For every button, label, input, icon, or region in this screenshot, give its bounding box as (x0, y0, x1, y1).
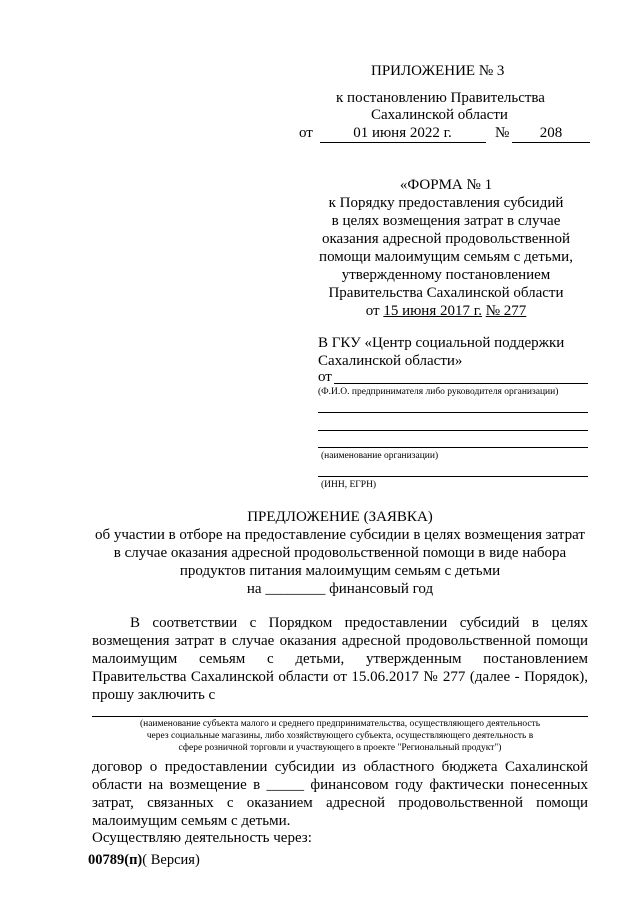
appendix-number: 208 (539, 125, 563, 141)
form-line: к Порядку предоставления субсидий (328, 195, 564, 211)
appendix-number-sign: № (495, 125, 510, 141)
form-line: помощи малоимущим семьям с детьми, (319, 249, 573, 265)
org-name-line (92, 716, 588, 717)
proposal-line: об участии в отборе на предоставление субсидии в целях возмещения затрат (95, 527, 585, 543)
org-caption-line: (наименование субъекта малого и среднего предпринимательства, осуществляющего деятельность (139, 719, 541, 729)
recipient-line-1: В ГКУ «Центр социальной поддержки (318, 335, 565, 351)
appendix-title: ПРИЛОЖЕНИЕ № 3 (371, 63, 505, 79)
form-line: утвержденному постановлением (341, 267, 551, 283)
appendix-date-underline (320, 142, 486, 143)
appendix-line-2: Сахалинской области (371, 107, 508, 123)
recipient-from-line (334, 383, 588, 384)
form-last-number: № 277 (485, 303, 527, 319)
footer-code: 00789(п) (88, 852, 143, 868)
caption-fio: (Ф.И.О. предпринимателя либо руководителя организации) (318, 387, 559, 397)
body-para2-line: договор о предоставлении субсидии из областного бюджета Сахалинской (92, 759, 588, 775)
footer (88, 851, 200, 869)
org-caption-line: сфере розничной торговли и участвующего в проекте "Региональный продукт") (178, 743, 502, 753)
body-para1-line: возмещения затрат в случае оказания адресной продовольственной помощи (92, 633, 588, 649)
footer-version: ( Версия) (142, 852, 200, 868)
year-prefix: на (246, 581, 262, 597)
appendix-line-1: к постановлению Правительства (336, 90, 545, 106)
body-para1-line: Правительства Сахалинской области от 15.06.2017 № 277 (далее - Порядок), (92, 669, 588, 685)
appendix-number-underline (512, 142, 590, 143)
form-last-prefix: от (365, 303, 380, 319)
form-last-date: 15 июня 2017 г. (383, 303, 482, 319)
appendix-date: 01 июня 2022 г. (353, 125, 452, 141)
body-para2-last: малоимущим семьям с детьми. (92, 813, 291, 829)
proposal-title: ПРЕДЛОЖЕНИЕ (ЗАЯВКА) (247, 509, 433, 525)
appendix-from-prefix: от (299, 125, 313, 141)
year-blank: ________ (265, 581, 326, 597)
recipient-blank-line-2 (318, 430, 588, 431)
proposal-line: в случае оказания адресной продовольственной помощи в виде набора (113, 545, 567, 561)
form-line: в целях возмещения затрат в случае (331, 213, 561, 229)
body-para2-line: области на возмещение в _____ финансовом году фактически понесенных (92, 777, 588, 793)
form-line: оказания адресной продовольственной (321, 231, 571, 247)
org-caption-line: через социальные магазины, либо хозяйствующего субъекта, осуществляющего деятельность в (146, 731, 534, 741)
form-title: «ФОРМА № 1 (399, 177, 493, 193)
body-para1-line: малоимущим семьям с детьми, утвержденным постановлением (92, 651, 588, 667)
recipient-line-2: Сахалинской области» (318, 353, 463, 369)
recipient-inn-line (318, 476, 588, 477)
body-para2-line: затрат, связанных с оказанием адресной продовольственной помощи (92, 795, 588, 811)
body-para1-line: В соответствии с Порядком предоставлении субсидий в целях (130, 615, 588, 631)
caption-inn: (ИНН, ЕГРН) (321, 480, 377, 490)
year-suffix: финансовый год (329, 581, 434, 597)
body-para1-last: прошу заключить с (92, 687, 216, 703)
proposal-year-line (90, 580, 590, 598)
caption-org: (наименование организации) (321, 451, 439, 461)
form-last-line (305, 302, 587, 320)
proposal-line: продуктов питания малоимущим семьям с детьми (179, 563, 501, 579)
recipient-from: от (318, 369, 332, 385)
recipient-blank-line-3 (318, 447, 588, 448)
recipient-blank-line-1 (318, 412, 588, 413)
activity-line: Осуществляю деятельность через: (92, 830, 312, 846)
form-line: Правительства Сахалинской области (328, 285, 564, 301)
